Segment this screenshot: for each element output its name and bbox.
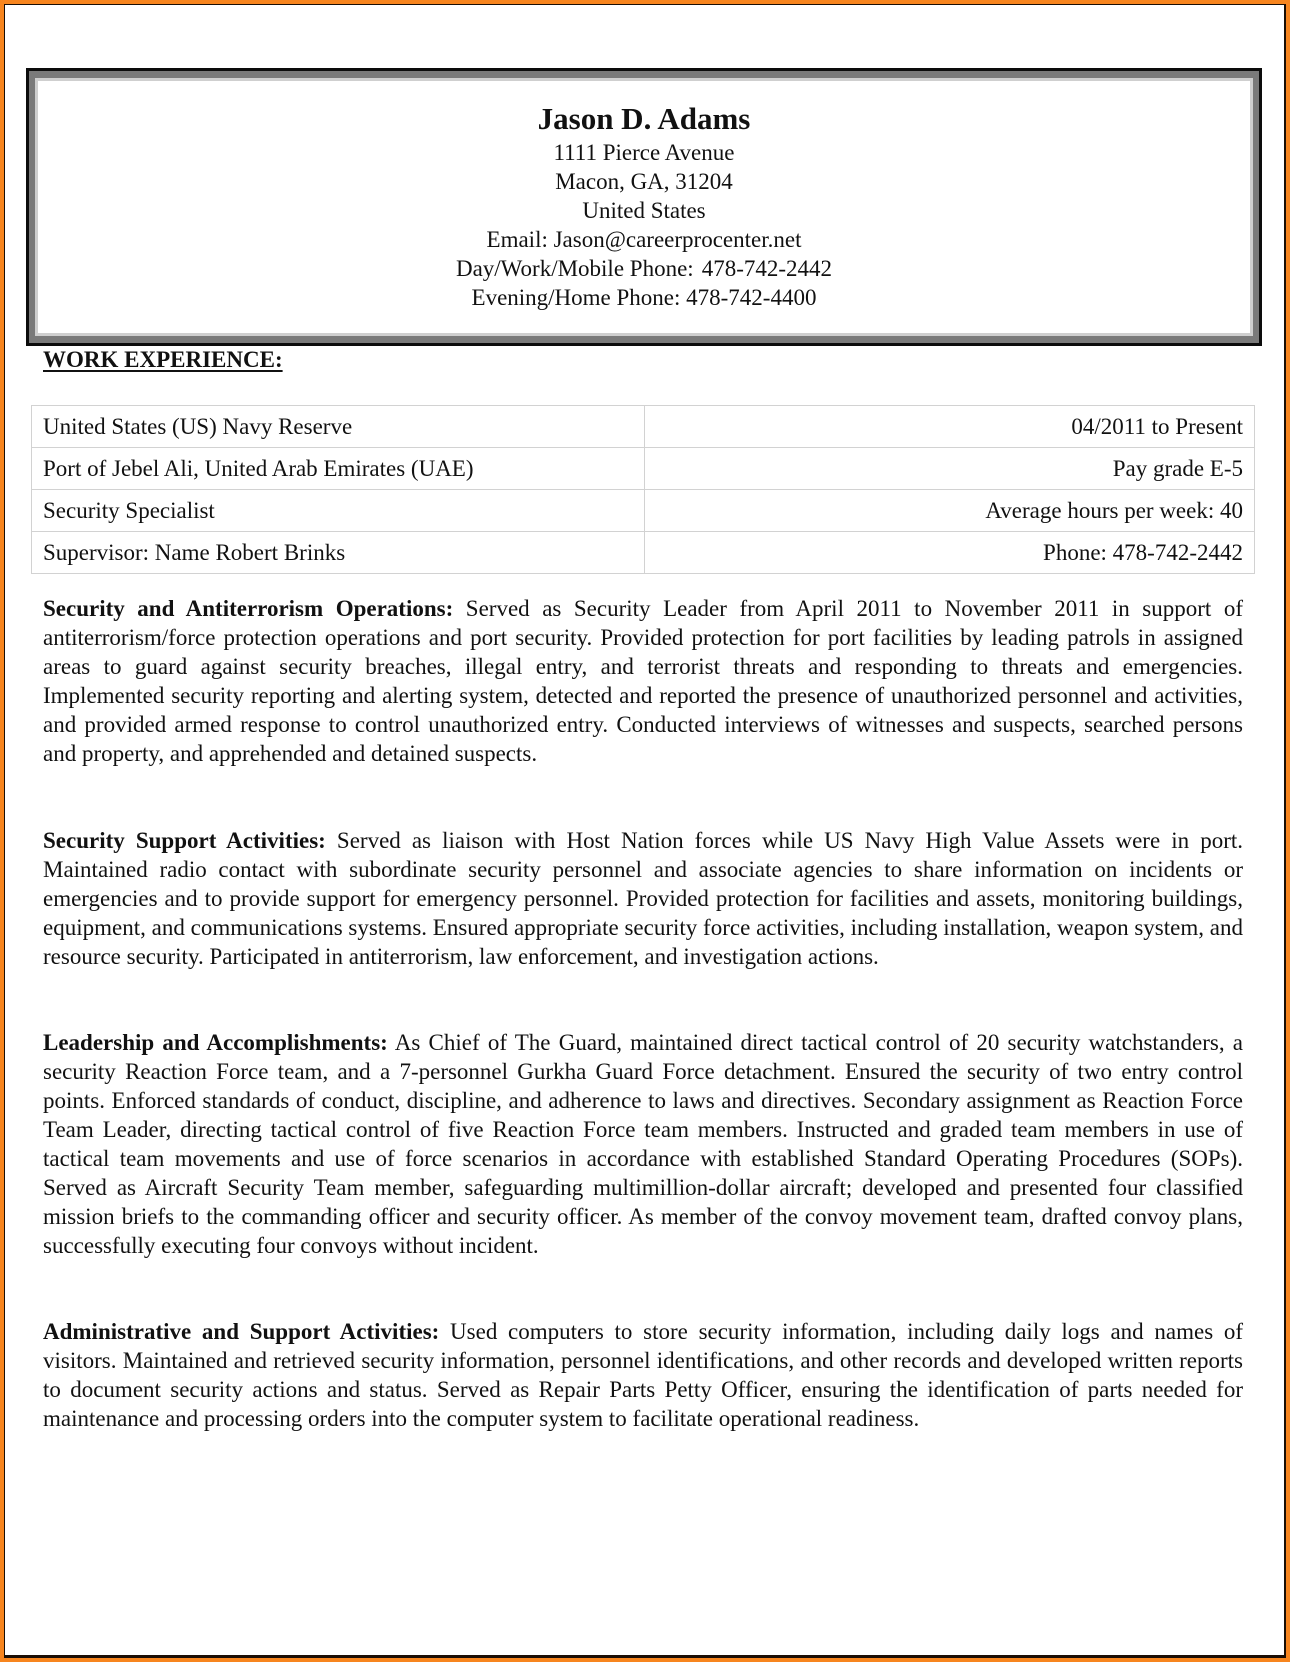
duty-paragraph-administrative [43, 1317, 1243, 1433]
location-cell: Port of Jebel Ali, United Arab Emirates (UAE) [32, 448, 645, 490]
country: United States [582, 198, 706, 223]
table-row [32, 532, 1255, 574]
paragraph-body: Served as liaison with Host Nation forces while US Navy High Value Assets were in port. Maintained radio contact with subordinate security personnel and associate agencies to share information on incidents or emergencies and to provide support for emergency personnel. Provided protection for facilities and assets, monitoring buildings, equipment, and communications systems. Ensured appropriate security force activities, including installation, weapon system, and resource security. Participated in antiterrorism, law enforcement, and investigation actions. [43, 828, 1244, 969]
supervisor-cell: Supervisor: Name Robert Brinks [32, 532, 645, 574]
email: Email: Jason@careerprocenter.net [486, 227, 802, 252]
duty-paragraph-leadership [43, 1028, 1243, 1260]
evening-phone: Evening/Home Phone: 478-742-4400 [471, 285, 817, 310]
header-box-grey-border [35, 78, 1253, 336]
pay-grade-cell: Pay grade E-5 [645, 448, 1255, 490]
employer-cell: United States (US) Navy Reserve [32, 406, 645, 448]
day-phone-label: Day/Work/Mobile Phone: [455, 256, 694, 281]
job-title-cell: Security Specialist [32, 490, 645, 532]
address-line-2: Macon, GA, 31204 [555, 169, 733, 194]
table-row [32, 490, 1255, 532]
dates-cell: 04/2011 to Present [645, 406, 1255, 448]
table-row [32, 448, 1255, 490]
address-line-1: 1111 Pierce Avenue [553, 140, 735, 165]
duty-paragraph-security-operations [43, 594, 1243, 768]
header-box-content [38, 81, 1250, 333]
supervisor-phone-cell: Phone: 478-742-2442 [645, 532, 1255, 574]
contact-header-box [26, 68, 1262, 346]
work-experience-heading: WORK EXPERIENCE: [43, 347, 283, 372]
job-summary-table [31, 405, 1255, 574]
paragraph-heading: Security Support Activities: [43, 828, 326, 853]
applicant-name: Jason D. Adams [537, 101, 751, 136]
paragraph-heading: Security and Antiterrorism Operations: [43, 596, 454, 621]
day-phone-value: 478-742-2442 [701, 256, 833, 281]
paragraph-body: As Chief of The Guard, maintained direct tactical control of 20 security watchstanders, a security Reaction Force team, and a 7-personnel Gurkha Guard Force detachment. Ensured the security of two entry control points. Enforced standards of conduct, discipline, and adherence to laws and directives. Secondary assignment as Reaction Force Team Leader, directing tactical control of five Reaction Force team members. Instructed and graded team members in use of tactical team movements and use of force scenarios in accordance with established Standard Operating Procedures (SOPs). Served as Aircraft Security Team member, safeguarding multimillion-dollar aircraft; developed and presented four classified mission briefs to the commanding officer and security officer. As member of the convoy movement team, drafted convoy plans, successfully executing four convoys without incident. [43, 1030, 1243, 1258]
paragraph-heading: Administrative and Support Activities: [43, 1319, 440, 1344]
paragraph-body: Used computers to store security information, including daily logs and names of visitors. Maintained and retrieved security information, personnel identifications, and other records and developed written reports to document security actions and status. Served as Repair Parts Petty Officer, ensuring the identification of parts needed for maintenance and processing orders into the computer system to facilitate operational readiness. [43, 1319, 1244, 1431]
contact-details [38, 138, 1250, 312]
hours-cell: Average hours per week: 40 [645, 490, 1255, 532]
day-phone [38, 254, 1250, 283]
table-row [32, 406, 1255, 448]
duty-paragraph-security-support [43, 826, 1243, 971]
paragraph-body: Served as Security Leader from April 2011 to November 2011 in support of antiterrorism/force protection operations and port security. Provided protection for port facilities by leading patrols in assigned areas to guard against security breaches, illegal entry, and terrorist threats and responding to threats and emergencies. Implemented security reporting and alerting system, detected and reported the presence of unauthorized personnel and activities, and provided armed response to control unauthorized entry. Conducted interviews of witnesses and suspects, searched persons and property, and apprehended and detained suspects. [43, 596, 1244, 766]
paragraph-heading: Leadership and Accomplishments: [43, 1030, 388, 1055]
